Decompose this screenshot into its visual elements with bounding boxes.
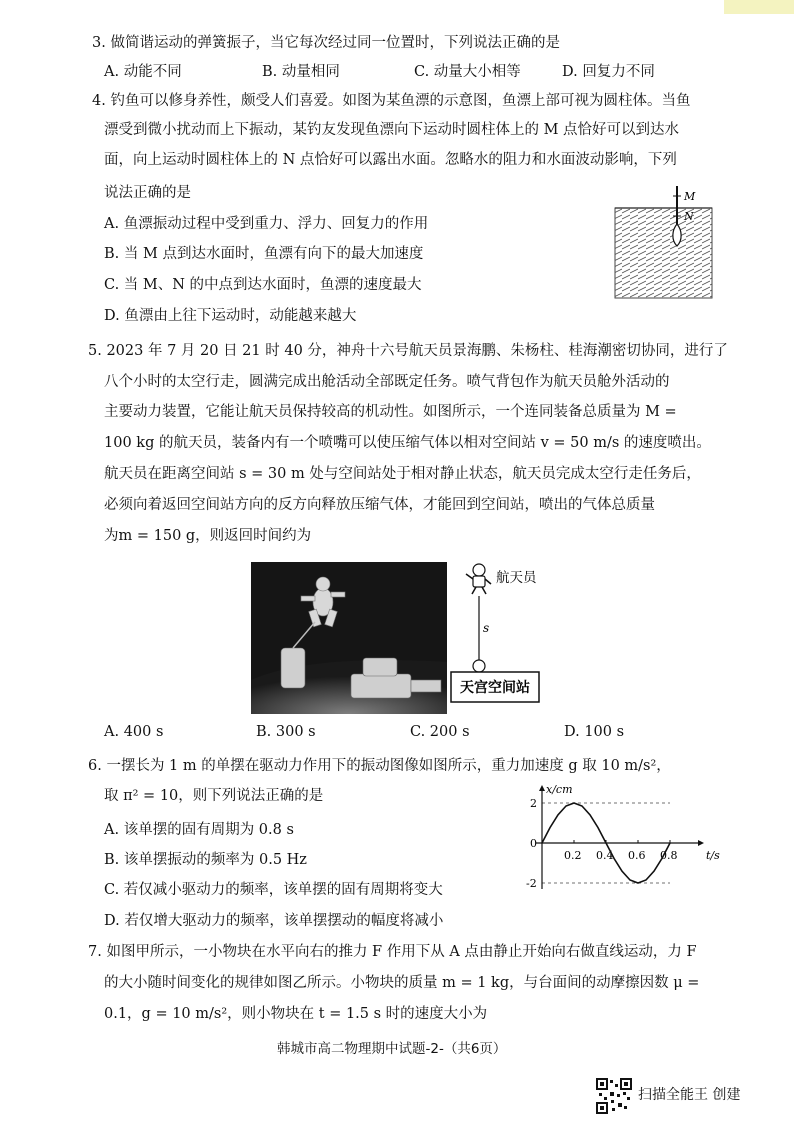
q4-stem-line-2: 漂受到微小扰动而上下振动，某钓友发现鱼漂向下运动时圆柱体上的 M 点恰好可以到达水	[104, 122, 680, 138]
q5-option-b: B. 300 s	[256, 724, 316, 740]
q6-option-b: B. 该单摆振动的频率为 0.5 Hz	[104, 852, 307, 868]
q6-stem-line-2: 取 π² = 10，则下列说法正确的是	[104, 788, 324, 804]
x-tick-label: 0.2	[564, 849, 582, 862]
q3-option-d: D. 回复力不同	[562, 64, 655, 80]
page-footer: 韩城市高二物理期中试题-2-（共6页）	[277, 1041, 507, 1057]
y-tick-label: 0	[530, 837, 537, 850]
oscillation-chart	[512, 776, 720, 894]
y-tick-label: 2	[530, 797, 537, 810]
y-tick-label: -2	[526, 877, 537, 890]
q6-option-c: C. 若仅减小驱动力的频率，该单摆的固有周期将变大	[104, 882, 443, 898]
q4-option-b: B. 当 M 点到达水面时，鱼漂有向下的最大加速度	[104, 246, 424, 262]
q5-stem-line-6: 必须向着返回空间站方向的反方向释放压缩气体，才能回到空间站，喷出的气体总质量	[104, 497, 655, 513]
q5-stem-line-3: 主要动力装置，它能让航天员保持较高的机动性。如图所示，一个连同装备总质量为 M =	[104, 404, 677, 420]
astronaut-station-schematic	[450, 560, 560, 720]
q4-stem-line-3: 面，向上运动时圆柱体上的 N 点恰好可以露出水面。忽略水的阻力和水面波动影响，下列	[104, 152, 677, 168]
water-region	[615, 208, 712, 298]
x-axis-label: t/s	[706, 849, 720, 862]
y-axis-arrow	[539, 785, 545, 791]
q3-stem: 3. 做简谐运动的弹簧振子，当它每次经过同一位置时，下列说法正确的是	[92, 35, 560, 51]
docking-port	[473, 660, 485, 672]
top-edge-highlight	[724, 0, 794, 14]
fishing-float-figure	[614, 184, 714, 300]
q5-stem-line-5: 航天员在距离空间站 s = 30 m 处与空间站处于相对静止状态，航天员完成太空行走任务后，	[104, 466, 701, 482]
x-tick-label: 0.8	[660, 849, 678, 862]
distance-s-label: s	[483, 621, 490, 635]
q3-option-c: C. 动量大小相等	[414, 64, 521, 80]
station-label: 天宫空间站	[460, 680, 530, 696]
q5-stem-line-4: 100 kg 的航天员，装备内有一个喷嘴可以使压缩气体以相对空间站 v = 50 m/s 的速度喷出。	[104, 435, 711, 451]
q4-option-a: A. 鱼漂振动过程中受到重力、浮力、回复力的作用	[104, 216, 429, 232]
x-tick-label: 0.4	[596, 849, 614, 862]
astronaut-icon	[466, 564, 491, 594]
q7-stem-line-2: 的大小随时间变化的规律如图乙所示。小物块的质量 m = 1 kg，与台面间的动摩擦因数 μ =	[104, 975, 700, 991]
q6-option-d: D. 若仅增大驱动力的频率，该单摆摆动的幅度将减小	[104, 913, 444, 929]
label-n: N	[684, 210, 694, 223]
y-axis-label: x/cm	[546, 783, 573, 796]
q3-option-a: A. 动能不同	[104, 64, 182, 80]
q6-stem-line-1: 6. 一摆长为 1 m 的单摆在驱动力作用下的振动图像如图所示，重力加速度 g 取 10 m/s²，	[88, 758, 671, 774]
qr-code-icon	[596, 1078, 632, 1114]
x-axis-arrow	[698, 840, 704, 846]
spacewalk-photo	[251, 562, 447, 714]
q7-stem-line-3: 0.1，g = 10 m/s²，则小物块在 t = 1.5 s 时的速度大小为	[104, 1006, 488, 1022]
q5-stem-line-1: 5. 2023 年 7 月 20 日 21 时 40 分，神舟十六号航天员景海鹏、朱杨柱、桂海潮密切协同，进行了	[88, 343, 728, 359]
q7-stem-line-1: 7. 如图甲所示，一小物块在水平向右的推力 F 作用下从 A 点由静止开始向右做直线运动，力 F	[88, 944, 697, 960]
q5-stem-line-7: 为m = 150 g，则返回时间约为	[104, 528, 312, 544]
scanner-watermark: 扫描全能王 创建	[638, 1087, 741, 1103]
q4-option-d: D. 鱼漂由上往下运动时，动能越来越大	[104, 308, 357, 324]
q5-option-c: C. 200 s	[410, 724, 470, 740]
q5-option-d: D. 100 s	[564, 724, 625, 740]
label-m: M	[684, 190, 696, 203]
q4-stem-line-1: 4. 钓鱼可以修身养性，颇受人们喜爱。如图为某鱼漂的示意图，鱼漂上部可视为圆柱体。当鱼	[92, 93, 691, 109]
q3-option-b: B. 动量相同	[262, 64, 340, 80]
q5-stem-line-2: 八个小时的太空行走，圆满完成出舱活动全部既定任务。喷气背包作为航天员舱外活动的	[104, 374, 670, 390]
q6-option-a: A. 该单摆的固有周期为 0.8 s	[104, 822, 294, 838]
x-tick-label: 0.6	[628, 849, 646, 862]
q4-option-c: C. 当 M、N 的中点到达水面时，鱼漂的速度最大	[104, 277, 422, 293]
astronaut-label: 航天员	[496, 570, 537, 586]
q4-stem-line-4: 说法正确的是	[104, 185, 191, 201]
q5-option-a: A. 400 s	[104, 724, 164, 740]
